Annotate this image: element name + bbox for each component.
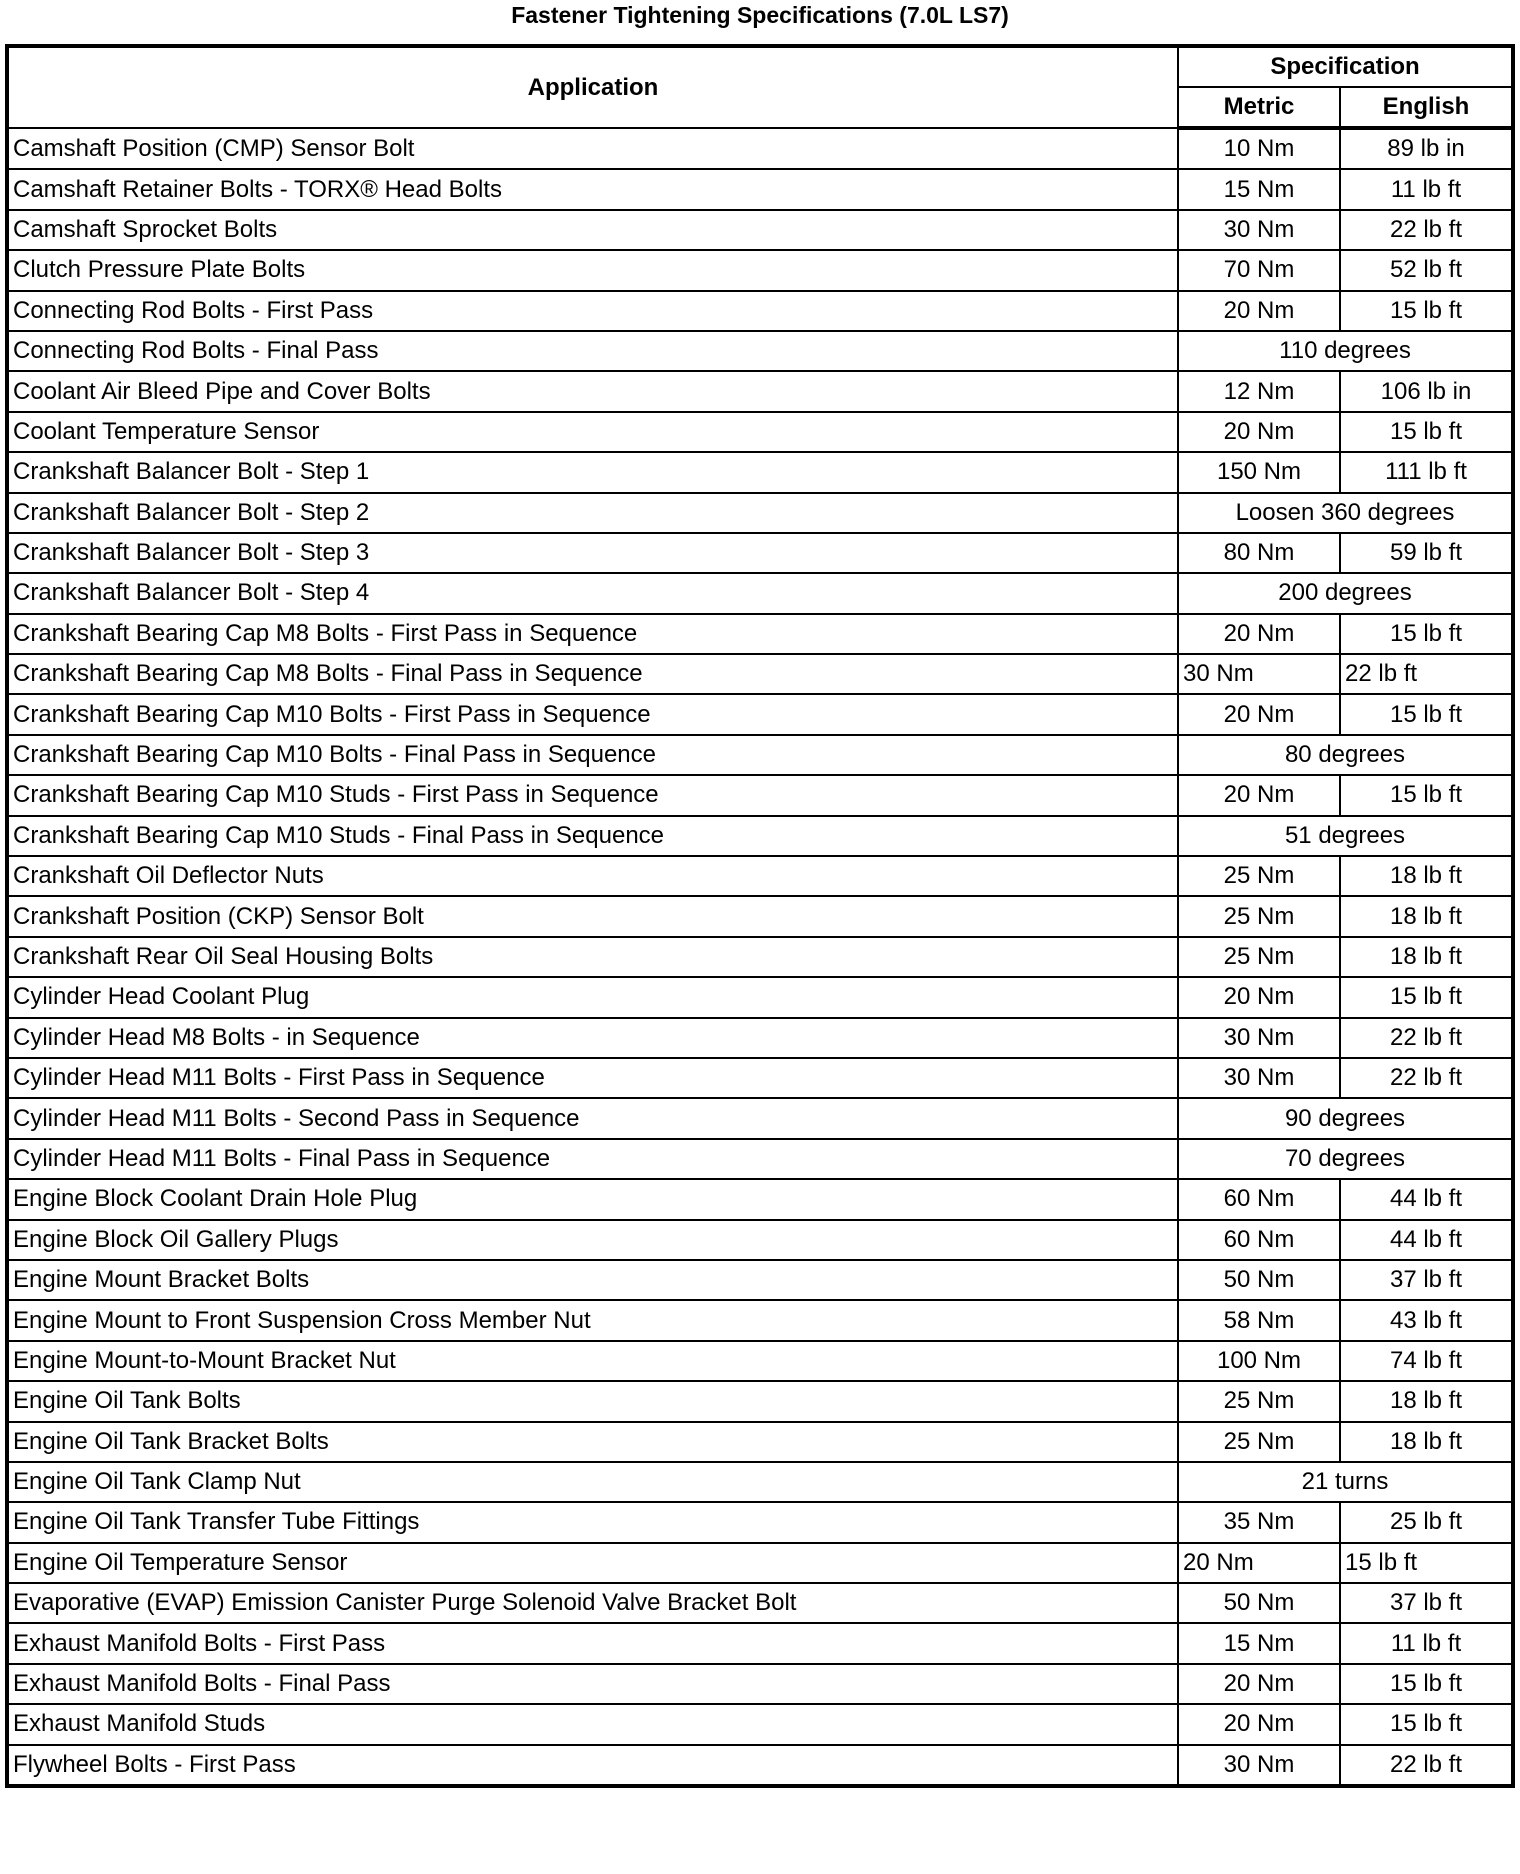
application-cell: Engine Mount to Front Suspension Cross Member Nut	[7, 1300, 1178, 1340]
english-cell: 18 lb ft	[1340, 937, 1513, 977]
english-cell: 44 lb ft	[1340, 1220, 1513, 1260]
table-row	[7, 1583, 1513, 1623]
english-cell: 15 lb ft	[1340, 977, 1513, 1017]
application-cell: Connecting Rod Bolts - Final Pass	[7, 331, 1178, 371]
application-cell: Cylinder Head M11 Bolts - Second Pass in Sequence	[7, 1098, 1178, 1138]
page-title: Fastener Tightening Specifications (7.0L LS7)	[511, 2, 1009, 28]
application-cell: Engine Oil Tank Clamp Nut	[7, 1462, 1178, 1502]
english-cell: 18 lb ft	[1340, 896, 1513, 936]
application-cell: Cylinder Head M8 Bolts - in Sequence	[7, 1018, 1178, 1058]
table-row	[7, 1623, 1513, 1663]
table-row	[7, 735, 1513, 775]
table-row	[7, 250, 1513, 290]
table-row	[7, 1139, 1513, 1179]
table-row	[7, 371, 1513, 411]
application-cell: Crankshaft Bearing Cap M10 Bolts - First Pass in Sequence	[7, 694, 1178, 734]
metric-cell: 20 Nm	[1178, 694, 1340, 734]
english-cell: 89 lb in	[1340, 128, 1513, 169]
header-english: English	[1340, 87, 1513, 128]
english-cell: 52 lb ft	[1340, 250, 1513, 290]
english-cell: 22 lb ft	[1340, 654, 1513, 694]
specification-cell: Loosen 360 degrees	[1178, 493, 1513, 533]
metric-cell: 15 Nm	[1178, 1623, 1340, 1663]
english-cell: 15 lb ft	[1340, 1664, 1513, 1704]
english-cell: 25 lb ft	[1340, 1502, 1513, 1542]
table-row	[7, 493, 1513, 533]
application-cell: Evaporative (EVAP) Emission Canister Purge Solenoid Valve Bracket Bolt	[7, 1583, 1178, 1623]
application-cell: Crankshaft Bearing Cap M10 Studs - Final Pass in Sequence	[7, 816, 1178, 856]
table-row	[7, 937, 1513, 977]
table-body	[7, 128, 1513, 1786]
application-cell: Crankshaft Balancer Bolt - Step 3	[7, 533, 1178, 573]
english-cell: 15 lb ft	[1340, 775, 1513, 815]
table-row	[7, 1098, 1513, 1138]
table-row	[7, 654, 1513, 694]
metric-cell: 80 Nm	[1178, 533, 1340, 573]
table-row	[7, 210, 1513, 250]
application-cell: Flywheel Bolts - First Pass	[7, 1745, 1178, 1786]
application-cell: Cylinder Head M11 Bolts - First Pass in Sequence	[7, 1058, 1178, 1098]
english-cell: 22 lb ft	[1340, 1745, 1513, 1786]
english-cell: 59 lb ft	[1340, 533, 1513, 573]
english-cell: 37 lb ft	[1340, 1583, 1513, 1623]
metric-cell: 20 Nm	[1178, 977, 1340, 1017]
table-row	[7, 1422, 1513, 1462]
table-row	[7, 331, 1513, 371]
metric-cell: 20 Nm	[1178, 412, 1340, 452]
english-cell: 43 lb ft	[1340, 1300, 1513, 1340]
metric-cell: 15 Nm	[1178, 169, 1340, 209]
english-cell: 22 lb ft	[1340, 210, 1513, 250]
specification-cell: 90 degrees	[1178, 1098, 1513, 1138]
application-cell: Clutch Pressure Plate Bolts	[7, 250, 1178, 290]
application-cell: Camshaft Sprocket Bolts	[7, 210, 1178, 250]
english-cell: 74 lb ft	[1340, 1341, 1513, 1381]
metric-cell: 10 Nm	[1178, 128, 1340, 169]
table-row	[7, 775, 1513, 815]
table-row	[7, 896, 1513, 936]
table-row	[7, 573, 1513, 613]
table-row	[7, 1260, 1513, 1300]
table-row	[7, 533, 1513, 573]
application-cell: Crankshaft Oil Deflector Nuts	[7, 856, 1178, 896]
metric-cell: 60 Nm	[1178, 1179, 1340, 1219]
table-row	[7, 128, 1513, 169]
table-row	[7, 694, 1513, 734]
english-cell: 15 lb ft	[1340, 694, 1513, 734]
english-cell: 18 lb ft	[1340, 856, 1513, 896]
metric-cell: 20 Nm	[1178, 1664, 1340, 1704]
metric-cell: 30 Nm	[1178, 1058, 1340, 1098]
english-cell: 37 lb ft	[1340, 1260, 1513, 1300]
english-cell: 22 lb ft	[1340, 1058, 1513, 1098]
english-cell: 18 lb ft	[1340, 1422, 1513, 1462]
table-row	[7, 1462, 1513, 1502]
english-cell: 15 lb ft	[1340, 412, 1513, 452]
specification-cell: 80 degrees	[1178, 735, 1513, 775]
metric-cell: 30 Nm	[1178, 654, 1340, 694]
table-row	[7, 1220, 1513, 1260]
metric-cell: 20 Nm	[1178, 1704, 1340, 1744]
english-cell: 15 lb ft	[1340, 1704, 1513, 1744]
table-row	[7, 1543, 1513, 1583]
table-row	[7, 1058, 1513, 1098]
application-cell: Engine Oil Temperature Sensor	[7, 1543, 1178, 1583]
specification-cell: 70 degrees	[1178, 1139, 1513, 1179]
header-specification: Specification	[1178, 46, 1513, 87]
english-cell: 11 lb ft	[1340, 1623, 1513, 1663]
specification-cell: 110 degrees	[1178, 331, 1513, 371]
specification-cell: 21 turns	[1178, 1462, 1513, 1502]
metric-cell: 60 Nm	[1178, 1220, 1340, 1260]
english-cell: 44 lb ft	[1340, 1179, 1513, 1219]
english-cell: 22 lb ft	[1340, 1018, 1513, 1058]
english-cell: 15 lb ft	[1340, 291, 1513, 331]
english-cell: 106 lb in	[1340, 371, 1513, 411]
table-row	[7, 856, 1513, 896]
application-cell: Camshaft Position (CMP) Sensor Bolt	[7, 128, 1178, 169]
english-cell: 11 lb ft	[1340, 169, 1513, 209]
fastener-spec-table	[5, 44, 1515, 1788]
metric-cell: 58 Nm	[1178, 1300, 1340, 1340]
table-row	[7, 291, 1513, 331]
application-cell: Camshaft Retainer Bolts - TORX® Head Bolts	[7, 169, 1178, 209]
application-cell: Crankshaft Position (CKP) Sensor Bolt	[7, 896, 1178, 936]
metric-cell: 25 Nm	[1178, 896, 1340, 936]
application-cell: Crankshaft Balancer Bolt - Step 2	[7, 493, 1178, 533]
application-cell: Engine Block Coolant Drain Hole Plug	[7, 1179, 1178, 1219]
application-cell: Engine Mount-to-Mount Bracket Nut	[7, 1341, 1178, 1381]
application-cell: Exhaust Manifold Bolts - Final Pass	[7, 1664, 1178, 1704]
english-cell: 18 lb ft	[1340, 1381, 1513, 1421]
application-cell: Engine Oil Tank Bracket Bolts	[7, 1422, 1178, 1462]
application-cell: Crankshaft Balancer Bolt - Step 1	[7, 452, 1178, 492]
specification-cell: 200 degrees	[1178, 573, 1513, 613]
application-cell: Engine Mount Bracket Bolts	[7, 1260, 1178, 1300]
application-cell: Coolant Air Bleed Pipe and Cover Bolts	[7, 371, 1178, 411]
table-row	[7, 1704, 1513, 1744]
metric-cell: 30 Nm	[1178, 1018, 1340, 1058]
metric-cell: 50 Nm	[1178, 1260, 1340, 1300]
metric-cell: 20 Nm	[1178, 1543, 1340, 1583]
application-cell: Exhaust Manifold Studs	[7, 1704, 1178, 1744]
header-application: Application	[7, 46, 1178, 128]
metric-cell: 50 Nm	[1178, 1583, 1340, 1623]
table-row	[7, 614, 1513, 654]
application-cell: Connecting Rod Bolts - First Pass	[7, 291, 1178, 331]
table-row	[7, 1502, 1513, 1542]
application-cell: Crankshaft Bearing Cap M10 Bolts - Final Pass in Sequence	[7, 735, 1178, 775]
application-cell: Cylinder Head Coolant Plug	[7, 977, 1178, 1017]
metric-cell: 20 Nm	[1178, 291, 1340, 331]
table-row	[7, 1179, 1513, 1219]
table-row	[7, 1381, 1513, 1421]
metric-cell: 150 Nm	[1178, 452, 1340, 492]
metric-cell: 25 Nm	[1178, 856, 1340, 896]
metric-cell: 20 Nm	[1178, 614, 1340, 654]
metric-cell: 30 Nm	[1178, 1745, 1340, 1786]
application-cell: Crankshaft Bearing Cap M8 Bolts - Final Pass in Sequence	[7, 654, 1178, 694]
application-cell: Crankshaft Bearing Cap M10 Studs - First Pass in Sequence	[7, 775, 1178, 815]
english-cell: 111 lb ft	[1340, 452, 1513, 492]
metric-cell: 100 Nm	[1178, 1341, 1340, 1381]
application-cell: Engine Oil Tank Transfer Tube Fittings	[7, 1502, 1178, 1542]
table-row	[7, 452, 1513, 492]
table-row	[7, 412, 1513, 452]
english-cell: 15 lb ft	[1340, 1543, 1513, 1583]
application-cell: Engine Oil Tank Bolts	[7, 1381, 1178, 1421]
table-row	[7, 816, 1513, 856]
table-row	[7, 1664, 1513, 1704]
table-row	[7, 1018, 1513, 1058]
application-cell: Crankshaft Rear Oil Seal Housing Bolts	[7, 937, 1178, 977]
metric-cell: 30 Nm	[1178, 210, 1340, 250]
specification-cell: 51 degrees	[1178, 816, 1513, 856]
application-cell: Crankshaft Balancer Bolt - Step 4	[7, 573, 1178, 613]
application-cell: Coolant Temperature Sensor	[7, 412, 1178, 452]
english-cell: 15 lb ft	[1340, 614, 1513, 654]
metric-cell: 25 Nm	[1178, 1381, 1340, 1421]
header-metric: Metric	[1178, 87, 1340, 128]
table-row	[7, 169, 1513, 209]
metric-cell: 25 Nm	[1178, 1422, 1340, 1462]
application-cell: Exhaust Manifold Bolts - First Pass	[7, 1623, 1178, 1663]
metric-cell: 12 Nm	[1178, 371, 1340, 411]
table-row	[7, 1341, 1513, 1381]
table-row	[7, 1745, 1513, 1786]
application-cell: Cylinder Head M11 Bolts - Final Pass in Sequence	[7, 1139, 1178, 1179]
table-row	[7, 977, 1513, 1017]
metric-cell: 25 Nm	[1178, 937, 1340, 977]
metric-cell: 20 Nm	[1178, 775, 1340, 815]
application-cell: Crankshaft Bearing Cap M8 Bolts - First Pass in Sequence	[7, 614, 1178, 654]
table-row	[7, 1300, 1513, 1340]
metric-cell: 70 Nm	[1178, 250, 1340, 290]
metric-cell: 35 Nm	[1178, 1502, 1340, 1542]
application-cell: Engine Block Oil Gallery Plugs	[7, 1220, 1178, 1260]
